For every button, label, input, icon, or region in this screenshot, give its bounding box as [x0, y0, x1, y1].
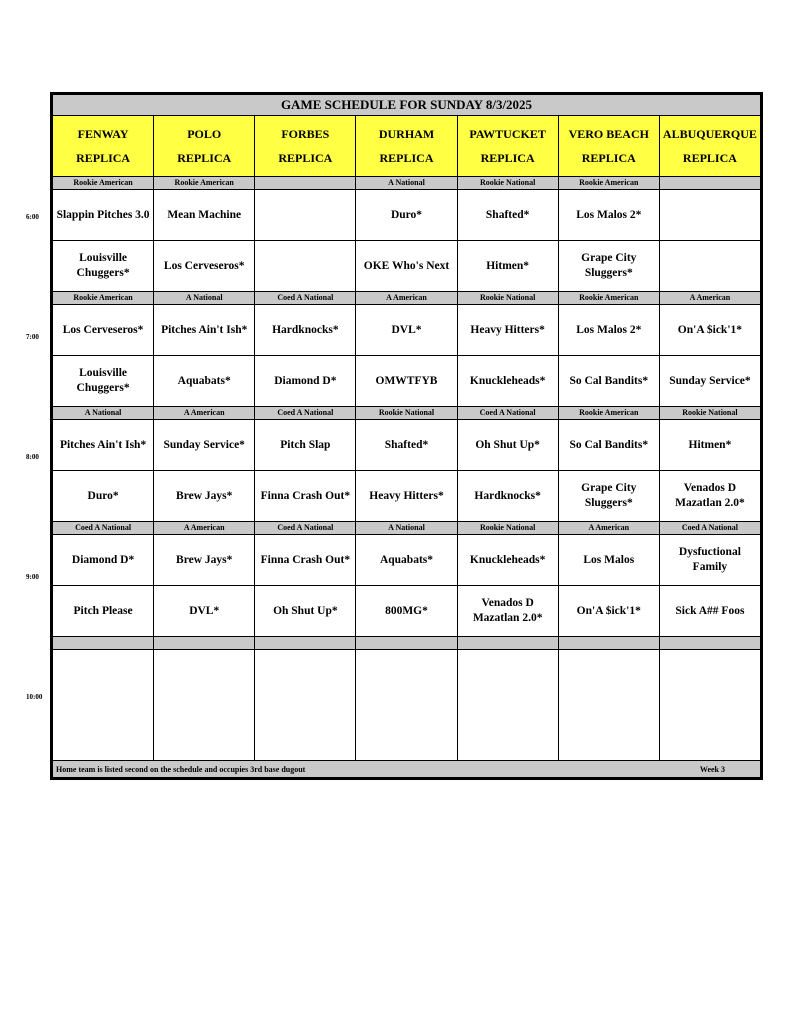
footer-note: Home team is listed second on the schedule and occupies 3rd base dugout — [56, 764, 306, 774]
home-team: Aquabats* — [154, 356, 255, 407]
time-label: 9:00 — [26, 573, 39, 581]
away-team: On'A $ick'1* — [659, 305, 760, 356]
empty-game-cell — [53, 650, 154, 761]
empty-game-cell — [356, 650, 457, 761]
schedule-sheet — [50, 92, 763, 780]
away-team: Oh Shut Up* — [457, 420, 558, 471]
away-team: Mean Machine — [154, 190, 255, 241]
home-team: Los Cerveseros* — [154, 241, 255, 292]
away-team — [659, 190, 760, 241]
time-label: 6:00 — [26, 213, 39, 221]
away-team: Dysfuctional Family — [659, 535, 760, 586]
home-team: Diamond D* — [255, 356, 356, 407]
home-team: Oh Shut Up* — [255, 586, 356, 637]
time-label: 8:00 — [26, 453, 39, 461]
empty-game-cell — [255, 650, 356, 761]
field-name: VERO BEACH — [568, 127, 649, 141]
away-team: DVL* — [356, 305, 457, 356]
field-replica-label: REPLICA — [682, 151, 737, 165]
division-label: Coed A National — [53, 522, 154, 535]
field-name: DURHAM — [378, 127, 435, 141]
field-name: ALBUQUERQUE — [662, 127, 757, 141]
division-label: Rookie American — [53, 292, 154, 305]
division-label: Rookie National — [659, 407, 760, 420]
away-team: Hitmen* — [659, 420, 760, 471]
empty-game-cell — [659, 650, 760, 761]
home-team: On'A $ick'1* — [558, 586, 659, 637]
field-replica-label: REPLICA — [278, 151, 333, 165]
home-team: Pitch Please — [53, 586, 154, 637]
schedule-table — [52, 94, 761, 778]
home-team: Brew Jays* — [154, 471, 255, 522]
away-team: Hardknocks* — [255, 305, 356, 356]
division-label — [53, 637, 154, 650]
division-label: A National — [53, 407, 154, 420]
division-label: A National — [356, 177, 457, 190]
home-team — [255, 241, 356, 292]
division-label: Rookie National — [457, 177, 558, 190]
division-label — [558, 637, 659, 650]
home-team: 800MG* — [356, 586, 457, 637]
away-team: Duro* — [356, 190, 457, 241]
field-header — [457, 116, 558, 177]
home-team: Grape City Sluggers* — [558, 241, 659, 292]
field-header — [154, 116, 255, 177]
home-team: So Cal Bandits* — [558, 356, 659, 407]
home-team: Heavy Hitters* — [356, 471, 457, 522]
field-replica-label: REPLICA — [177, 151, 232, 165]
away-team: Aquabats* — [356, 535, 457, 586]
division-label: Coed A National — [457, 407, 558, 420]
field-name: POLO — [187, 127, 222, 141]
home-team: Louisville Chuggers* — [53, 241, 154, 292]
field-replica-label: REPLICA — [379, 151, 434, 165]
away-team: Slappin Pitches 3.0 — [53, 190, 154, 241]
field-name: FORBES — [281, 127, 330, 141]
away-team: Los Malos 2* — [558, 305, 659, 356]
division-label: A National — [356, 522, 457, 535]
away-team — [255, 190, 356, 241]
away-team: So Cal Bandits* — [558, 420, 659, 471]
division-label: A American — [154, 522, 255, 535]
field-header — [558, 116, 659, 177]
division-label: A American — [356, 292, 457, 305]
division-label: Rookie National — [457, 522, 558, 535]
division-label: Rookie National — [356, 407, 457, 420]
away-team: Los Cerveseros* — [53, 305, 154, 356]
division-label: A American — [558, 522, 659, 535]
home-team: Finna Crash Out* — [255, 471, 356, 522]
field-name: PAWTUCKET — [469, 127, 546, 141]
home-team: Duro* — [53, 471, 154, 522]
away-team: Shafted* — [457, 190, 558, 241]
division-label: Rookie American — [53, 177, 154, 190]
empty-game-cell — [154, 650, 255, 761]
field-header — [53, 116, 154, 177]
home-team: Sick A## Foos — [659, 586, 760, 637]
division-label — [457, 637, 558, 650]
away-team: Knuckleheads* — [457, 535, 558, 586]
division-label — [154, 637, 255, 650]
division-label: Rookie American — [558, 292, 659, 305]
week-label: Week 3 — [699, 764, 725, 774]
field-replica-label: REPLICA — [76, 151, 131, 165]
division-label: A American — [659, 292, 760, 305]
home-team: Grape City Sluggers* — [558, 471, 659, 522]
division-label: Rookie National — [457, 292, 558, 305]
empty-game-cell — [558, 650, 659, 761]
division-label: A American — [154, 407, 255, 420]
division-label: A National — [154, 292, 255, 305]
home-team: Hitmen* — [457, 241, 558, 292]
away-team: Brew Jays* — [154, 535, 255, 586]
time-label: 10:00 — [26, 693, 43, 701]
division-label: Coed A National — [255, 522, 356, 535]
home-team: Sunday Service* — [659, 356, 760, 407]
field-header — [356, 116, 457, 177]
away-team: Diamond D* — [53, 535, 154, 586]
division-label — [659, 177, 760, 190]
field-header — [255, 116, 356, 177]
division-label — [356, 637, 457, 650]
division-label — [255, 637, 356, 650]
field-replica-label: REPLICA — [581, 151, 636, 165]
division-label: Coed A National — [659, 522, 760, 535]
home-team: Knuckleheads* — [457, 356, 558, 407]
home-team: OKE Who's Next — [356, 241, 457, 292]
home-team: OMWTFYB — [356, 356, 457, 407]
away-team: Finna Crash Out* — [255, 535, 356, 586]
schedule-title: GAME SCHEDULE FOR SUNDAY 8/3/2025 — [53, 95, 761, 116]
away-team: Los Malos 2* — [558, 190, 659, 241]
home-team — [659, 241, 760, 292]
home-team: Hardknocks* — [457, 471, 558, 522]
away-team: Los Malos — [558, 535, 659, 586]
away-team: Pitch Slap — [255, 420, 356, 471]
division-label: Coed A National — [255, 292, 356, 305]
home-team: Louisville Chuggers* — [53, 356, 154, 407]
division-label — [255, 177, 356, 190]
away-team: Pitches Ain't Ish* — [53, 420, 154, 471]
division-label — [659, 637, 760, 650]
away-team: Heavy Hitters* — [457, 305, 558, 356]
away-team: Pitches Ain't Ish* — [154, 305, 255, 356]
field-name: FENWAY — [77, 127, 129, 141]
footer — [53, 761, 761, 778]
division-label: Rookie American — [558, 407, 659, 420]
home-team: DVL* — [154, 586, 255, 637]
time-label: 7:00 — [26, 333, 39, 341]
field-header — [659, 116, 760, 177]
division-label: Rookie American — [558, 177, 659, 190]
division-label: Rookie American — [154, 177, 255, 190]
away-team: Shafted* — [356, 420, 457, 471]
empty-game-cell — [457, 650, 558, 761]
away-team: Sunday Service* — [154, 420, 255, 471]
field-replica-label: REPLICA — [480, 151, 535, 165]
home-team: Venados D Mazatlan 2.0* — [659, 471, 760, 522]
division-label: Coed A National — [255, 407, 356, 420]
home-team: Venados D Mazatlan 2.0* — [457, 586, 558, 637]
